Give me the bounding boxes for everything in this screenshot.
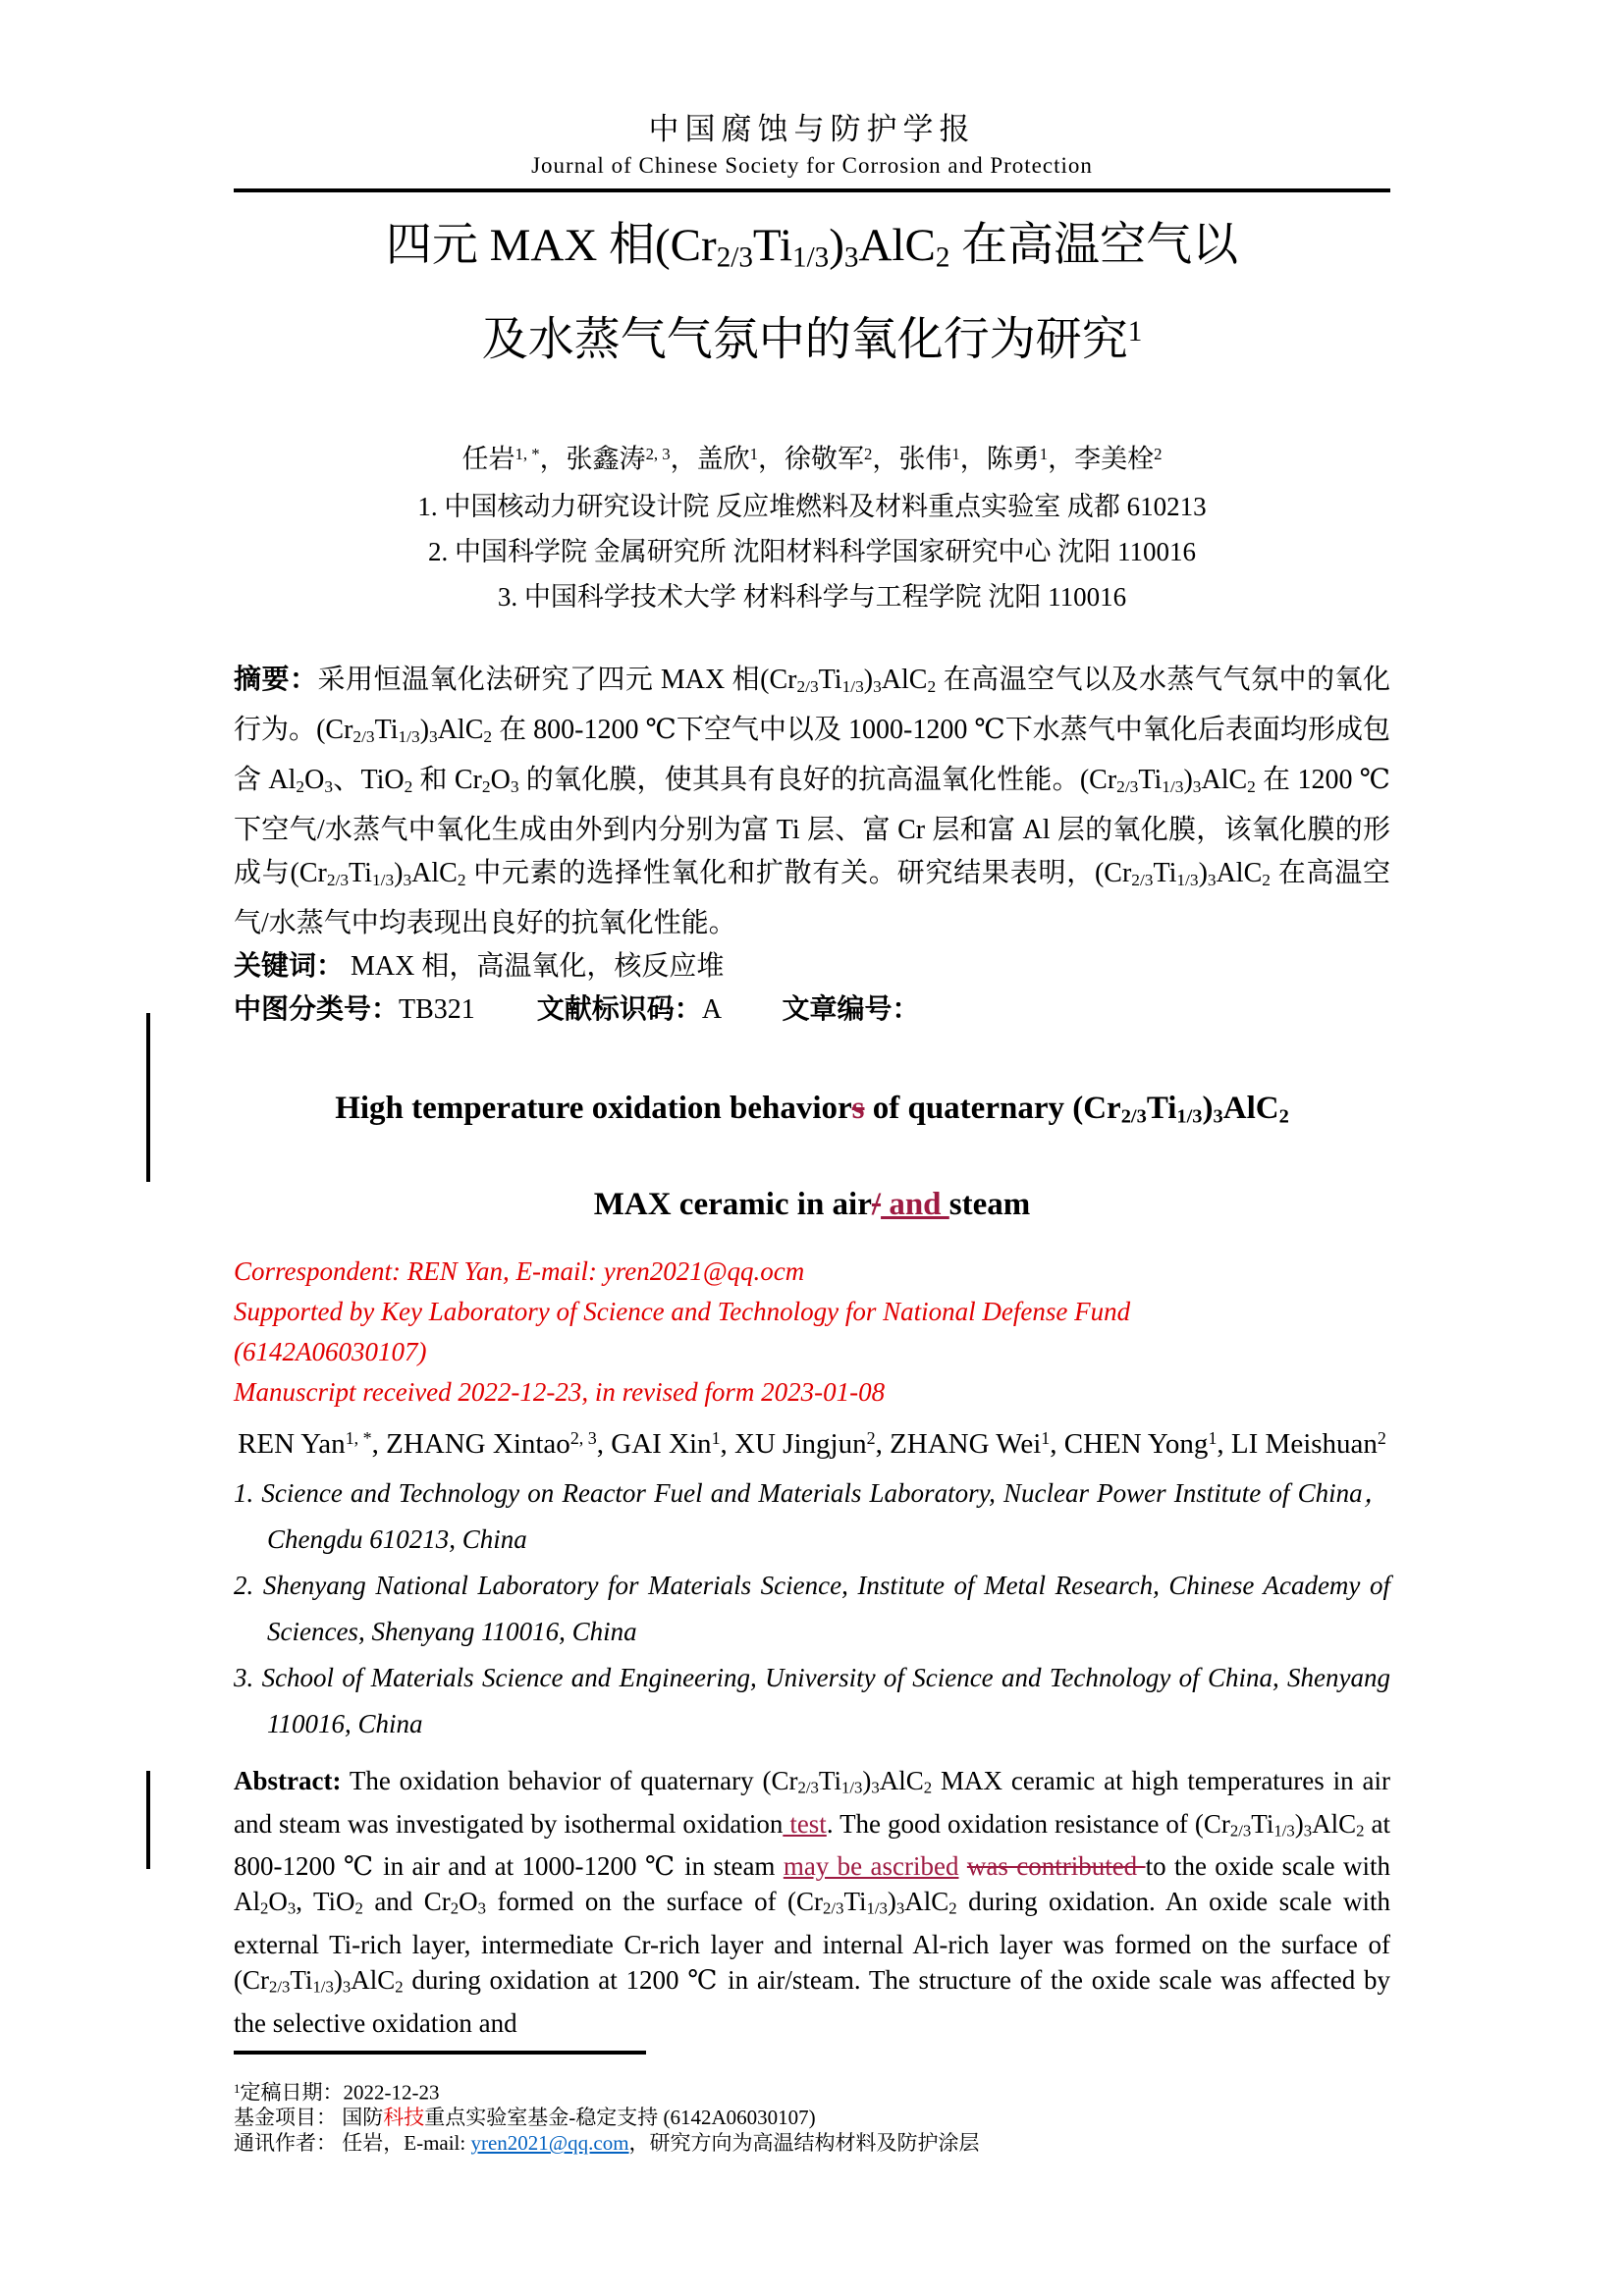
abstract-english <box>234 1763 1390 2041</box>
text-segment: 在高温空气/水蒸气中均表现出良好的抗氧化性能。 <box>234 857 1390 938</box>
text-segment: 的氧化膜，使其具有良好的抗高温氧化性能。(Cr <box>518 764 1117 795</box>
text-segment: 1/3 <box>841 677 864 697</box>
text-segment: 2/3 <box>1131 870 1154 889</box>
text-segment: and <box>881 1187 949 1223</box>
text-segment: 2 <box>450 1899 460 1919</box>
text-segment: 2/3 <box>796 677 819 697</box>
text-segment: AlC <box>1222 1090 1279 1126</box>
text-segment: 采用恒温氧化法研究了四元 MAX 相(Cr <box>317 665 797 696</box>
text-segment: 在 800-1200 ℃下空气中以及 1000-1200 ℃下水蒸气中氧化后表面均形成包含 Al <box>234 715 1391 795</box>
text-segment: MAX ceramic in air <box>593 1187 872 1223</box>
text-segment: 1/3 <box>866 1899 888 1919</box>
text-segment: 3 <box>873 677 882 697</box>
footnote-separator-rule <box>234 2051 646 2055</box>
keywords-chinese <box>234 945 1390 988</box>
text-segment: ) <box>1183 764 1193 795</box>
text-segment: Ti <box>818 1766 841 1796</box>
text-segment: 2 <box>483 726 493 746</box>
text-segment: MAX ceramic at high temperatures in air and steam was investigated by isothermal oxidation <box>234 1766 1390 1839</box>
text-segment: ) <box>333 1965 343 1996</box>
text-segment: 2, 3 <box>645 444 671 463</box>
text-segment: may be ascribed <box>783 1851 959 1882</box>
text-segment: 3 <box>843 241 859 274</box>
affiliation-list-chinese <box>234 484 1390 619</box>
text-segment: 2 <box>1356 1821 1365 1841</box>
text-segment: ) <box>862 1766 872 1796</box>
text-segment: , LI Meishuan <box>1217 1428 1378 1461</box>
text-segment: AlC <box>881 665 928 696</box>
text-segment: 科技 <box>383 2106 425 2130</box>
affiliation-english-2: 2. Shenyang National Laboratory for Materials Science, Institute of Metal Research, Chinese Academy of Sciences, Shenyang 110016, China <box>234 1571 1390 1647</box>
text-segment: AlC <box>351 1965 396 1996</box>
text-segment: ，张鑫涛 <box>539 444 646 474</box>
text-segment: AlC <box>437 715 484 746</box>
text-segment: 及水蒸气气氛中的氧化行为研究 <box>481 314 1128 366</box>
text-segment: 3 <box>1192 776 1202 796</box>
text-segment: Ti <box>1251 1808 1274 1839</box>
text-segment: ) <box>887 1887 896 1917</box>
text-segment: s <box>851 1090 865 1126</box>
text-segment: was contributed <box>966 1851 1146 1882</box>
text-segment: 1/3 <box>312 1977 334 1997</box>
supported-by-line: Supported by Key Laboratory of Science and Technology for National Defense Fund <box>234 1297 1131 1327</box>
article-title-english-line1 <box>234 1089 1390 1137</box>
text-segment: 1/3 <box>1162 776 1184 796</box>
text-segment <box>958 1851 966 1881</box>
footnote-finalized-date <box>234 2076 1390 2106</box>
journal-name-chinese: 中国腐蚀与防护学报 <box>648 112 976 146</box>
text-segment: Ti <box>752 220 793 271</box>
text-segment: 2 <box>260 1899 269 1919</box>
article-title-chinese <box>234 208 1390 378</box>
text-segment: , TiO <box>296 1887 355 1917</box>
article-title-english-line2 <box>234 1185 1390 1224</box>
text-segment: 关键词： <box>234 950 345 982</box>
text-segment: 1 <box>234 2080 241 2096</box>
text-segment: test <box>783 1808 827 1839</box>
text-segment: 2 <box>935 241 950 274</box>
text-segment: 和 Cr <box>412 764 482 795</box>
text-segment: Ti <box>1146 1090 1177 1126</box>
text-segment: , ZHANG Xintao <box>371 1428 570 1461</box>
text-segment: 1 <box>1208 1428 1218 1449</box>
text-segment: 2 <box>1377 1428 1386 1449</box>
text-segment: 2 <box>927 677 937 697</box>
text-segment: 2 <box>395 1977 404 1997</box>
text-segment: 2/3 <box>1229 1821 1252 1841</box>
text-segment: 2 <box>948 1899 957 1919</box>
text-segment: 3 <box>429 726 438 746</box>
text-segment: 2 <box>1262 870 1271 889</box>
text-segment: 1 <box>711 1428 721 1449</box>
affiliation-english-3: 3. School of Materials Science and Engineering, University of Science and Technology of China, Shenyang 110016, China <box>234 1663 1390 1739</box>
text-segment: 2 <box>1154 444 1163 463</box>
footnote-block <box>234 2076 1390 2157</box>
grant-number-line: (6142A06030107) <box>234 1337 427 1367</box>
affiliation-list-english <box>234 1470 1390 1747</box>
text-segment: 1, * <box>514 444 540 463</box>
text-segment: 1 <box>1127 316 1143 348</box>
text-segment: 1/3 <box>371 870 395 889</box>
text-segment: AlC <box>411 857 458 888</box>
text-segment: 中元素的选择性氧化和扩散有关。研究结果表明，(Cr <box>465 857 1132 888</box>
text-segment: 3 <box>477 1899 486 1919</box>
text-segment: 3 <box>1207 870 1217 889</box>
text-segment: TB321 <box>399 993 537 1025</box>
text-segment: formed on the surface of (Cr <box>486 1887 824 1917</box>
affiliation-chinese-3: 3. 中国科学技术大学 材料科学与工程学院 沈阳 110016 <box>497 582 1127 613</box>
text-segment: ，张伟 <box>872 444 952 474</box>
text-segment: 2 <box>404 776 413 796</box>
text-segment: , GAI Xin <box>596 1428 712 1461</box>
correspondence-annotation-block <box>234 1252 1390 1413</box>
text-segment: 文献标识码： <box>536 993 702 1025</box>
abstract-chinese <box>234 659 1390 944</box>
text-segment: 文章编号： <box>782 993 920 1025</box>
text-segment: 3 <box>342 1977 352 1997</box>
text-segment: ，盖欣 <box>670 444 750 474</box>
text-segment: Ti <box>843 1887 867 1917</box>
text-segment: 通讯作者： 任岩，E-mail: <box>234 2131 471 2156</box>
footnote-corresponding-author <box>234 2130 1390 2156</box>
text-segment: ) <box>419 715 430 746</box>
text-segment: 2 <box>864 444 873 463</box>
text-segment: 2 <box>296 776 305 796</box>
text-segment: ) <box>1294 1808 1304 1839</box>
text-segment: 1/3 <box>1273 1821 1295 1841</box>
text-segment: during oxidation. An oxide scale with external Ti-rich layer, intermediate Cr-rich layer and internal Al-rich layer was formed on the surface of (Cr <box>234 1887 1390 1996</box>
text-segment: at 800-1200 ℃ in air and at 1000-1200 ℃ in steam <box>234 1808 1390 1882</box>
text-segment: The oxidation behavior of quaternary (Cr <box>341 1766 798 1796</box>
text-segment: , XU Jingjun <box>720 1428 867 1461</box>
text-segment: 2, 3 <box>569 1428 597 1449</box>
text-segment: steam <box>948 1187 1031 1223</box>
journal-name-english: Journal of Chinese Society for Corrosion and Protection <box>531 153 1093 178</box>
text-segment: AlC <box>879 1766 924 1796</box>
text-segment: 2/3 <box>352 726 375 746</box>
page-content <box>234 0 1390 2156</box>
text-segment: / <box>871 1187 882 1223</box>
text-segment: 1/3 <box>840 1778 863 1797</box>
text-segment: ，李美栓 <box>1048 444 1155 474</box>
text-segment: Ti <box>349 857 372 888</box>
text-segment: 2 <box>923 1778 933 1797</box>
text-segment: 1/3 <box>398 726 420 746</box>
text-segment: 在 1200 ℃下空气/水蒸气中氧化生成由外到内分别为富 Ti 层、富 Cr 层和富 Al 层的氧化膜，该氧化膜的形成与(Cr <box>234 764 1390 888</box>
text-segment: , ZHANG Wei <box>875 1428 1042 1461</box>
text-segment: and Cr <box>362 1887 451 1917</box>
text-segment: 1 <box>951 444 960 463</box>
article-title-chinese-line1 <box>234 208 1390 294</box>
correspondent-line: Correspondent: REN Yan, E-mail: yren2021@qq.ocm <box>234 1256 805 1287</box>
affiliation-english-1: 1. Science and Technology on Reactor Fuel and Materials Laboratory, Nuclear Power Institute of China，Chengdu 610213, China <box>234 1478 1390 1555</box>
text-segment: 2 <box>1278 1105 1289 1128</box>
text-segment: 四元 MAX 相(Cr <box>385 220 717 271</box>
text-segment: 2 <box>481 776 491 796</box>
text-segment: High temperature oxidation behavior <box>335 1090 852 1126</box>
text-segment: 、TiO <box>333 764 405 795</box>
text-segment: 3 <box>510 776 519 796</box>
text-segment: 重点实验室基金-稳定支持 (6142A06030107) <box>424 2106 816 2130</box>
text-segment: 任岩 <box>461 444 515 474</box>
text-segment: 3 <box>403 870 412 889</box>
text-segment: ) <box>1202 1090 1214 1126</box>
text-segment: A <box>701 993 783 1025</box>
text-segment: 摘要： <box>234 665 318 696</box>
author-list-english <box>234 1416 1390 1467</box>
text-segment: 1/3 <box>1176 870 1199 889</box>
text-segment: to the oxide scale with Al <box>234 1851 1390 1917</box>
text-segment: 2 <box>457 870 466 889</box>
header-divider-rule <box>234 188 1390 192</box>
text-segment: 2/3 <box>1116 776 1139 796</box>
text-segment: 2/3 <box>716 241 753 274</box>
text-segment: . The good oxidation resistance of (Cr <box>826 1808 1230 1839</box>
text-segment: MAX 相，高温氧化，核反应堆 <box>344 950 725 982</box>
text-segment: ) <box>394 857 404 888</box>
text-segment: 3 <box>324 776 334 796</box>
text-segment: AlC <box>904 1887 949 1917</box>
correspondent-email-link[interactable]: yren2021@qq.com <box>470 2131 629 2156</box>
text-segment: 基金项目： 国防 <box>234 2106 384 2130</box>
text-segment: Ti <box>1138 764 1163 795</box>
text-segment: ，研究方向为高温结构材料及防护涂层 <box>628 2131 980 2156</box>
text-segment: ) <box>1198 857 1208 888</box>
text-segment: 1, * <box>345 1428 372 1449</box>
text-segment: 2 <box>1247 776 1256 796</box>
text-segment: 3 <box>895 1899 905 1919</box>
text-segment: 3 <box>871 1778 880 1797</box>
text-segment: O <box>304 764 325 795</box>
text-segment: 3 <box>287 1899 297 1919</box>
text-segment: ) <box>829 220 844 271</box>
text-segment: REN Yan <box>238 1428 346 1461</box>
text-segment: 2 <box>354 1899 363 1919</box>
article-title-english <box>234 1089 1390 1225</box>
text-segment: O <box>490 764 511 795</box>
text-segment: 1/3 <box>792 241 830 274</box>
text-segment: Ti <box>818 665 842 696</box>
text-segment: 1/3 <box>1176 1105 1203 1128</box>
text-segment: during oxidation at 1200 ℃ in air/steam. The structure of the oxide scale was affected by the selective oxidation and <box>234 1965 1390 2038</box>
text-segment: 2/3 <box>797 1778 819 1797</box>
text-segment: Ti <box>1153 857 1177 888</box>
text-segment: 2/3 <box>823 1899 844 1919</box>
footnote-fund-project <box>234 2105 1390 2130</box>
text-segment: ，陈勇 <box>959 444 1040 474</box>
text-segment: , CHEN Yong <box>1050 1428 1209 1461</box>
text-segment: 1 <box>1039 444 1049 463</box>
classification-codes-line <box>234 988 1390 1032</box>
text-segment: 2/3 <box>326 870 350 889</box>
text-segment: 1 <box>749 444 759 463</box>
text-segment: 2 <box>866 1428 876 1449</box>
text-segment: ) <box>863 665 874 696</box>
text-segment: AlC <box>1216 857 1263 888</box>
text-segment: 中图分类号： <box>234 993 400 1025</box>
text-segment: 定稿日期：2022-12-23 <box>240 2080 440 2105</box>
text-segment: 2/3 <box>269 1977 291 1997</box>
text-segment: of quaternary (Cr <box>864 1090 1121 1126</box>
text-segment: AlC <box>1312 1808 1357 1839</box>
manuscript-dates-line: Manuscript received 2022-12-23, in revised form 2023-01-08 <box>234 1377 886 1408</box>
text-segment: AlC <box>858 220 936 271</box>
text-segment: Ti <box>290 1965 313 1996</box>
author-list-chinese <box>234 435 1390 478</box>
text-segment: O <box>268 1887 288 1917</box>
text-segment: Abstract: <box>234 1766 342 1796</box>
text-segment: ，徐敬军 <box>758 444 865 474</box>
tracked-change-bar-english-title <box>146 1013 150 1182</box>
affiliation-chinese-2: 2. 中国科学院 金属研究所 沈阳材料科学国家研究中心 沈阳 110016 <box>428 537 1196 567</box>
tracked-change-bar-english-abstract <box>146 1771 150 1869</box>
text-segment: 2/3 <box>1120 1105 1147 1128</box>
text-segment: AlC <box>1201 764 1248 795</box>
text-segment: 3 <box>1213 1105 1223 1128</box>
text-segment: Ti <box>374 715 399 746</box>
affiliation-chinese-1: 1. 中国核动力研究设计院 反应堆燃料及材料重点实验室 成都 610213 <box>417 492 1207 522</box>
text-segment: O <box>459 1887 478 1917</box>
text-segment: 在高温空气以及水蒸气气氛中的氧化行为。(Cr <box>234 665 1390 746</box>
text-segment: 在高温空气以 <box>949 220 1239 271</box>
text-segment: 1 <box>1041 1428 1051 1449</box>
text-segment: 3 <box>1303 1821 1313 1841</box>
article-title-chinese-line2 <box>234 294 1390 378</box>
